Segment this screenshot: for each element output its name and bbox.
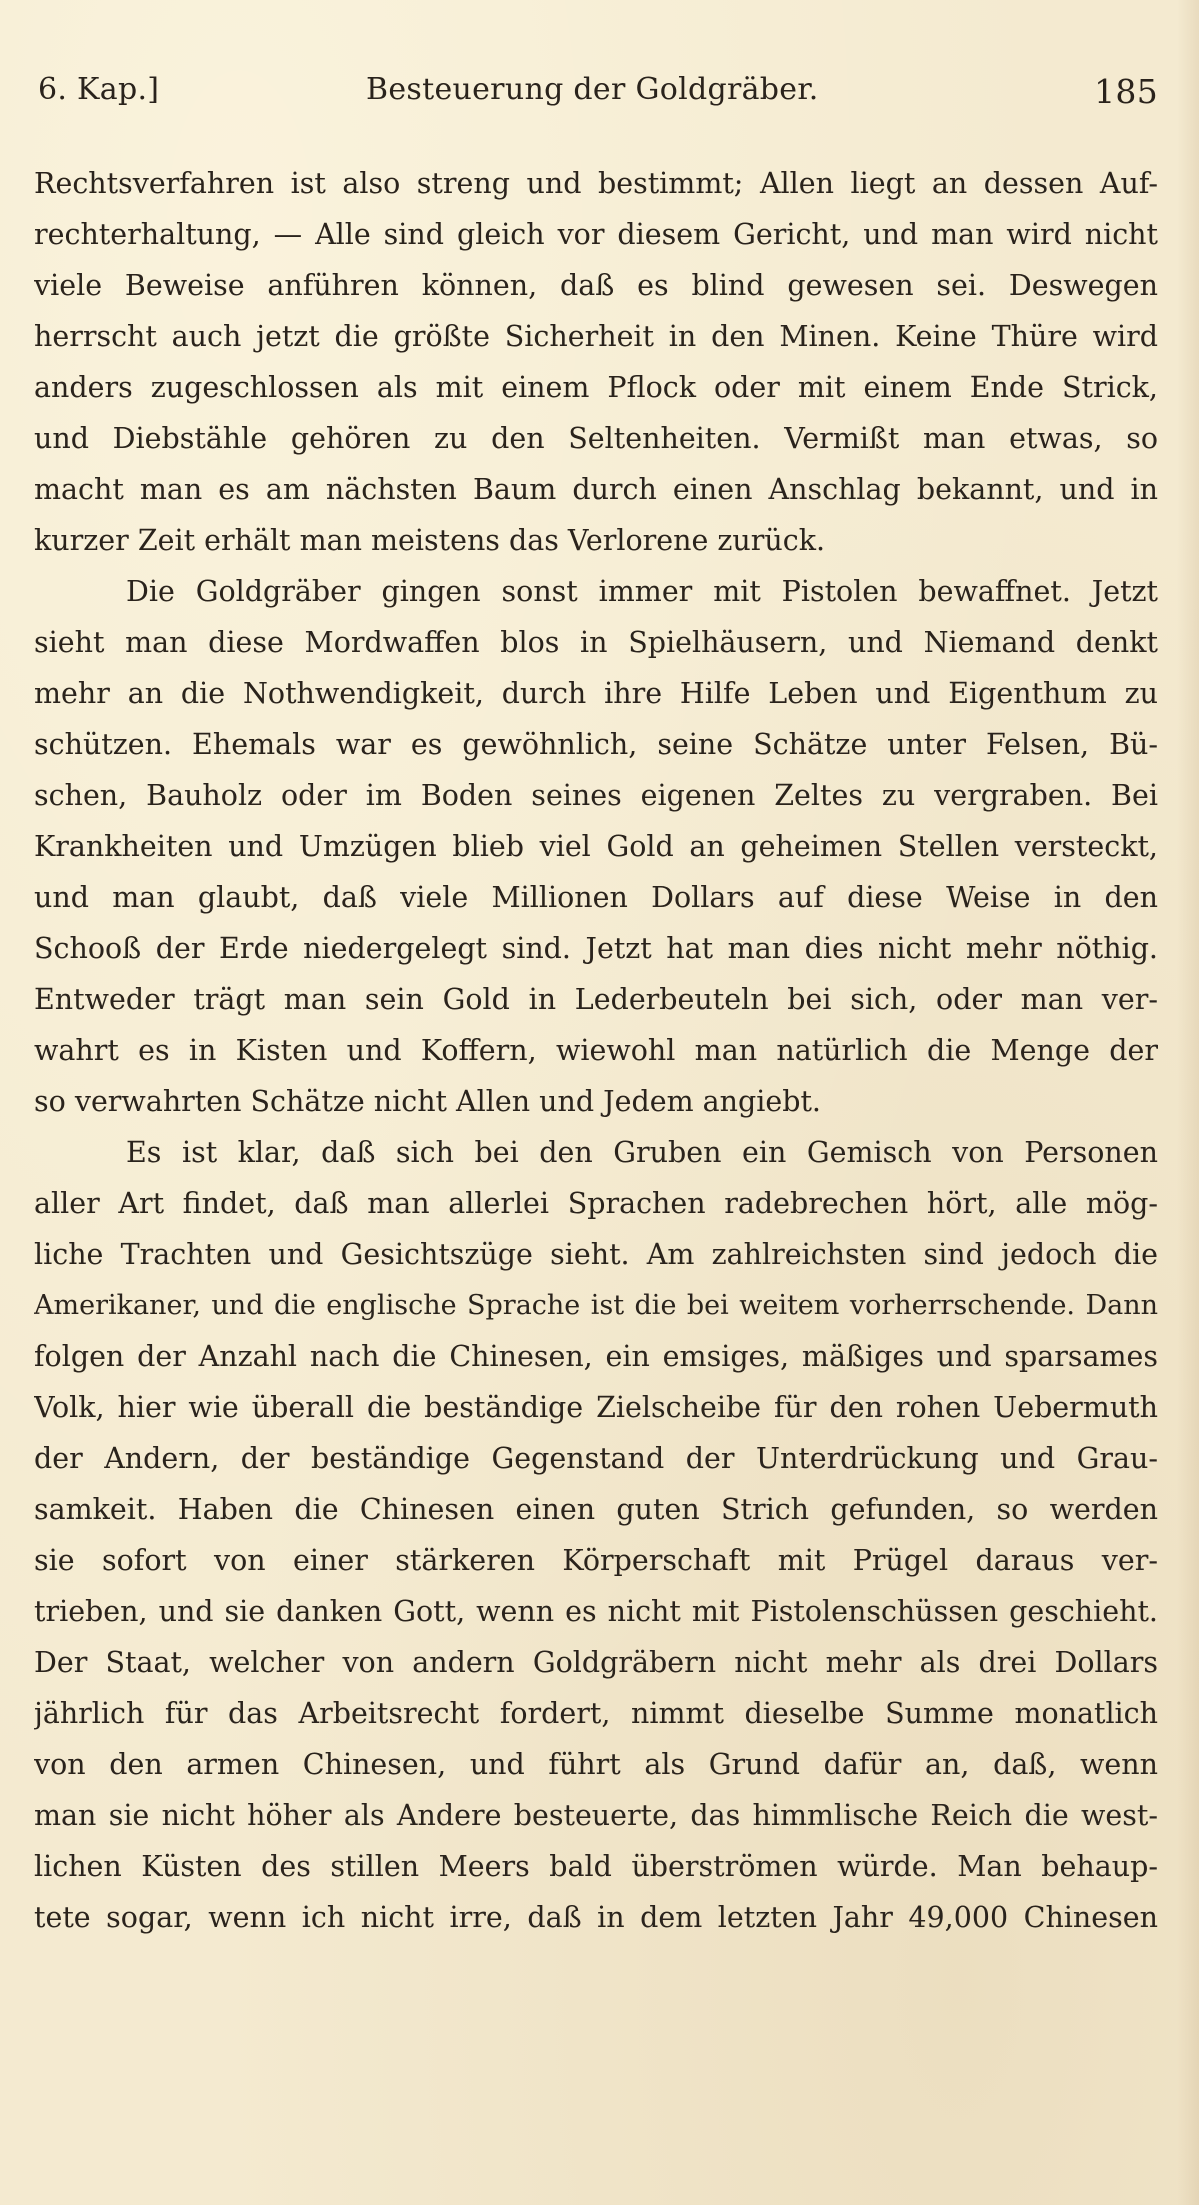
text-line: Schooß der Erde niedergelegt sind. Jetzt hat man dies nicht mehr nöthig.	[34, 932, 1158, 965]
paragraph-3	[34, 1127, 1158, 1943]
text-line: herrscht auch jetzt die größte Sicherheit in den Minen. Keine Thüre wird	[34, 320, 1158, 353]
text-line: trieben, und sie danken Gott, wenn es nicht mit Pistolenschüssen geschieht.	[34, 1595, 1158, 1628]
text-line: Es ist klar, daß sich bei den Gruben ein Gemisch von Personen	[126, 1136, 1158, 1169]
text-line: mehr an die Nothwendigkeit, durch ihre Hilfe Leben und Eigenthum zu	[34, 677, 1158, 710]
text-line: Entweder trägt man sein Gold in Lederbeuteln bei sich, oder man ver-	[34, 983, 1158, 1016]
text-line: Volk, hier wie überall die beständige Zielscheibe für den rohen Uebermuth	[34, 1391, 1158, 1424]
text-line: Amerikaner, und die englische Sprache ist die bei weitem vorherrschende. Dann	[34, 1290, 1158, 1321]
chapter-label: 6. Kap.]	[38, 72, 160, 107]
text-line: Rechtsverfahren ist also streng und bestimmt; Allen liegt an dessen Auf-	[34, 167, 1158, 200]
text-line: anders zugeschlossen als mit einem Pflock oder mit einem Ende Strick,	[34, 371, 1158, 404]
text-line: jährlich für das Arbeitsrecht fordert, nimmt dieselbe Summe monatlich	[34, 1697, 1158, 1730]
text-line: Die Goldgräber gingen sonst immer mit Pistolen bewaffnet. Jetzt	[126, 575, 1158, 608]
paragraph-1	[34, 158, 1158, 566]
paragraph-2	[34, 566, 1158, 1127]
text-line: tete sogar, wenn ich nicht irre, daß in dem letzten Jahr 49,000 Chinesen	[34, 1901, 1158, 1934]
text-line: sieht man diese Mordwaffen blos in Spielhäusern, und Niemand denkt	[34, 626, 1158, 659]
text-line: liche Trachten und Gesichtszüge sieht. Am zahlreichsten sind jedoch die	[34, 1238, 1158, 1271]
text-line: sie sofort von einer stärkeren Körperschaft mit Prügel daraus ver-	[34, 1544, 1158, 1577]
text-line: viele Beweise anführen können, daß es blind gewesen sei. Deswegen	[34, 269, 1158, 302]
text-line: aller Art findet, daß man allerlei Sprachen radebrechen hört, alle mög-	[34, 1187, 1158, 1220]
text-line: rechterhaltung, — Alle sind gleich vor diesem Gericht, und man wird nicht	[34, 218, 1158, 251]
text-line: samkeit. Haben die Chinesen einen guten Strich gefunden, so werden	[34, 1493, 1158, 1526]
running-header	[34, 72, 1158, 132]
text-line: man sie nicht höher als Andere besteuerte, das himmlische Reich die west-	[34, 1799, 1158, 1832]
page-edge-shade	[1177, 0, 1199, 2205]
text-line: der Andern, der beständige Gegenstand der Unterdrückung und Grau-	[34, 1442, 1158, 1475]
text-line: und man glaubt, daß viele Millionen Dollars auf diese Weise in den	[34, 881, 1158, 914]
text-line: von den armen Chinesen, und führt als Grund dafür an, daß, wenn	[34, 1748, 1158, 1781]
text-line: macht man es am nächsten Baum durch einen Anschlag bekannt, und in	[34, 473, 1158, 506]
text-line: lichen Küsten des stillen Meers bald überströmen würde. Man behaup-	[34, 1850, 1158, 1883]
text-line: wahrt es in Kisten und Koffern, wiewohl man natürlich die Menge der	[34, 1034, 1158, 1067]
page-number: 185	[1094, 72, 1158, 111]
text-line: Krankheiten und Umzügen blieb viel Gold an geheimen Stellen versteckt,	[34, 830, 1158, 863]
page-body	[34, 158, 1158, 1943]
text-line: schen, Bauholz oder im Boden seines eigenen Zeltes zu vergraben. Bei	[34, 779, 1158, 812]
text-line: Der Staat, welcher von andern Goldgräbern nicht mehr als drei Dollars	[34, 1646, 1158, 1679]
running-title: Besteuerung der Goldgräber.	[366, 72, 819, 107]
book-page	[34, 72, 1158, 1943]
text-line: und Diebstähle gehören zu den Seltenheiten. Vermißt man etwas, so	[34, 422, 1158, 455]
text-line: schützen. Ehemals war es gewöhnlich, seine Schätze unter Felsen, Bü-	[34, 728, 1158, 761]
text-line: kurzer Zeit erhält man meistens das Verlorene zurück.	[34, 524, 826, 557]
text-line: folgen der Anzahl nach die Chinesen, ein emsiges, mäßiges und sparsames	[34, 1340, 1158, 1373]
text-line: so verwahrten Schätze nicht Allen und Jedem angiebt.	[34, 1085, 821, 1118]
